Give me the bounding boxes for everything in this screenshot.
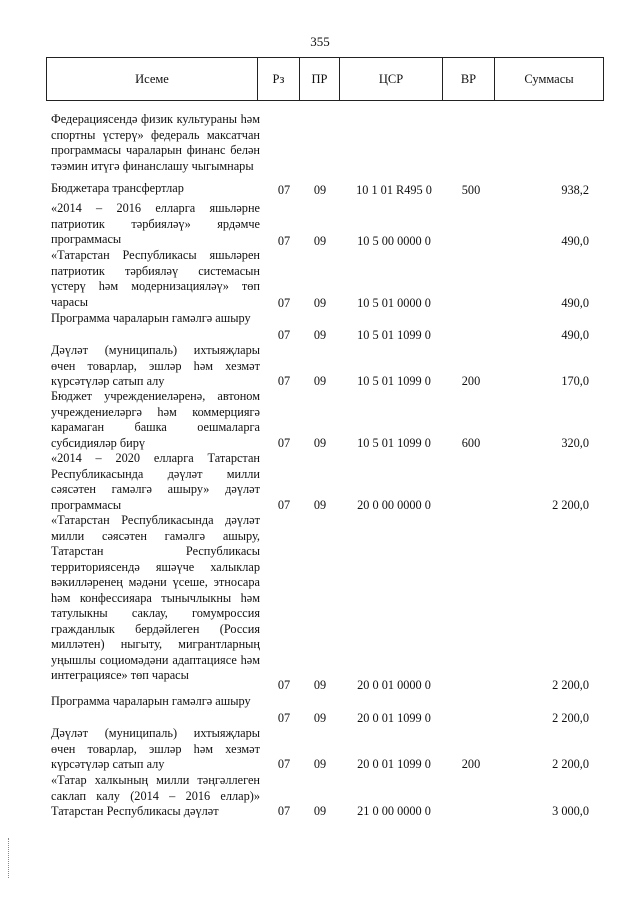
- row-pr: 09: [313, 436, 327, 450]
- row-pr: 09: [313, 234, 327, 248]
- row-name: Бюджет учреждениеләренә, автоном учреждениеләргә һәм коммерциягә карамаган башка оешмаларга субсидияләр бирү: [51, 389, 260, 450]
- row-pr: 09: [313, 757, 327, 771]
- table-row: [0, 201, 640, 249]
- row-name: «2014 – 2020 елларга Татарстан Республикасында дәүләт милли сәясәтен гамәлгә ашыру» дәүләт программасы: [51, 451, 260, 512]
- row-name: Дәүләт (муниципаль) ихтыяҗлары өчен товарлар, эшләр һәм хезмәт күрсәтүләр сатып алу: [51, 343, 260, 388]
- table-row: [0, 248, 640, 311]
- row-csr: 10 5 00 0000 0: [357, 234, 431, 248]
- row-name: Программа чараларын гамәлгә ашыру: [51, 311, 251, 325]
- row-pr: 09: [313, 498, 327, 512]
- row-name: Бюджетара трансфертлар: [51, 181, 184, 195]
- row-name: Программа чараларын гамәлгә ашыру: [51, 694, 251, 708]
- row-rz: 07: [277, 374, 291, 388]
- row-rz: 07: [277, 498, 291, 512]
- table-row: [0, 451, 640, 513]
- page-number: 355: [310, 34, 330, 49]
- row-sum: 320,0: [561, 436, 589, 450]
- row-sum: 2 200,0: [552, 498, 589, 512]
- row-rz: 07: [277, 183, 291, 197]
- row-rz: 07: [277, 678, 291, 692]
- row-csr: 20 0 00 0000 0: [357, 498, 431, 512]
- table-row: [0, 112, 640, 176]
- row-sum: 3 000,0: [552, 804, 589, 818]
- row-pr: 09: [313, 328, 327, 342]
- row-csr: 10 5 01 0000 0: [357, 296, 431, 310]
- row-pr: 09: [313, 711, 327, 725]
- row-rz: 07: [277, 804, 291, 818]
- row-name: Дәүләт (муниципаль) ихтыяҗлары өчен товарлар, эшләр һәм хезмәт күрсәтүләр сатып алу: [51, 726, 260, 771]
- row-pr: 09: [313, 374, 327, 388]
- row-name: «Татарстан Республикасында дәүләт милли сәясәтен гамәлгә ашыру, Татарстан Республикасы территориясендә яшәүче халыклар вәкилләренең мәдәни үсеше, этносара һәм конфессияара тынычлыкны һәм татулыкны саклау, гомумроссия гражданлык бердәйлеген (Россия милләтен) ныгыту, мигрантларның уңышлы социомәдәни адаптациясе һәм интеграциясе» төп чарасы: [51, 513, 260, 682]
- row-name: «2014 – 2016 елларга яшьләрне патриотик тәрбияләү» ярдәмче программасы: [51, 201, 260, 246]
- row-csr: 10 1 01 R495 0: [356, 183, 432, 197]
- table-row: [0, 389, 640, 451]
- row-name: «Татарстан Республикасы яшьләрен патриотик тәрбияләү системасын үстерү һәм модернизацияләү» төп чарасы: [51, 248, 260, 309]
- row-csr: 10 5 01 1099 0: [357, 328, 431, 342]
- row-pr: 09: [313, 183, 327, 197]
- table-row: [0, 181, 640, 198]
- row-pr: 09: [313, 678, 327, 692]
- table-row: [0, 773, 640, 819]
- row-rz: 07: [277, 234, 291, 248]
- row-name: Федерациясендә физик культураны һәм спортны үстерү» федераль максатчан программасы чараларын финанс белән тәэмин итүгә финанслашу чыгымнары: [51, 112, 260, 173]
- row-rz: 07: [277, 296, 291, 310]
- row-sum: 2 200,0: [552, 678, 589, 692]
- header-rz: Рз: [257, 58, 299, 100]
- row-sum: 490,0: [561, 234, 589, 248]
- table-header: [46, 57, 604, 101]
- row-rz: 07: [277, 436, 291, 450]
- table-row: [0, 343, 640, 389]
- table-row: [0, 694, 640, 726]
- row-csr: 10 5 01 1099 0: [357, 436, 431, 450]
- table-row: [0, 513, 640, 693]
- row-csr: 21 0 00 0000 0: [357, 804, 431, 818]
- row-pr: 09: [313, 296, 327, 310]
- row-sum: 2 200,0: [552, 757, 589, 771]
- row-vr: 600: [461, 436, 481, 450]
- row-vr: 200: [461, 757, 481, 771]
- row-name: «Татар халкының милли тәңгәллеген саклап калу (2014 – 2016 еллар)» Татарстан Республикасы дәүләт: [51, 773, 260, 818]
- header-pr: ПР: [299, 58, 339, 100]
- row-sum: 2 200,0: [552, 711, 589, 725]
- table-row: [0, 311, 640, 343]
- row-csr: 10 5 01 1099 0: [357, 374, 431, 388]
- row-sum: 490,0: [561, 296, 589, 310]
- row-pr: 09: [313, 804, 327, 818]
- row-csr: 20 0 01 0000 0: [357, 678, 431, 692]
- row-csr: 20 0 01 1099 0: [357, 757, 431, 771]
- row-sum: 490,0: [561, 328, 589, 342]
- row-rz: 07: [277, 757, 291, 771]
- header-name: Исеме: [135, 72, 169, 86]
- row-rz: 07: [277, 711, 291, 725]
- row-sum: 170,0: [561, 374, 589, 388]
- row-vr: 200: [461, 374, 481, 388]
- header-sum: Суммасы: [494, 58, 603, 100]
- table-row: [0, 726, 640, 772]
- header-csr: ЦСР: [339, 58, 442, 100]
- row-vr: 500: [461, 183, 481, 197]
- margin-marks: [8, 838, 11, 878]
- header-vr: ВР: [442, 58, 494, 100]
- row-csr: 20 0 01 1099 0: [357, 711, 431, 725]
- row-sum: 938,2: [561, 183, 589, 197]
- row-rz: 07: [277, 328, 291, 342]
